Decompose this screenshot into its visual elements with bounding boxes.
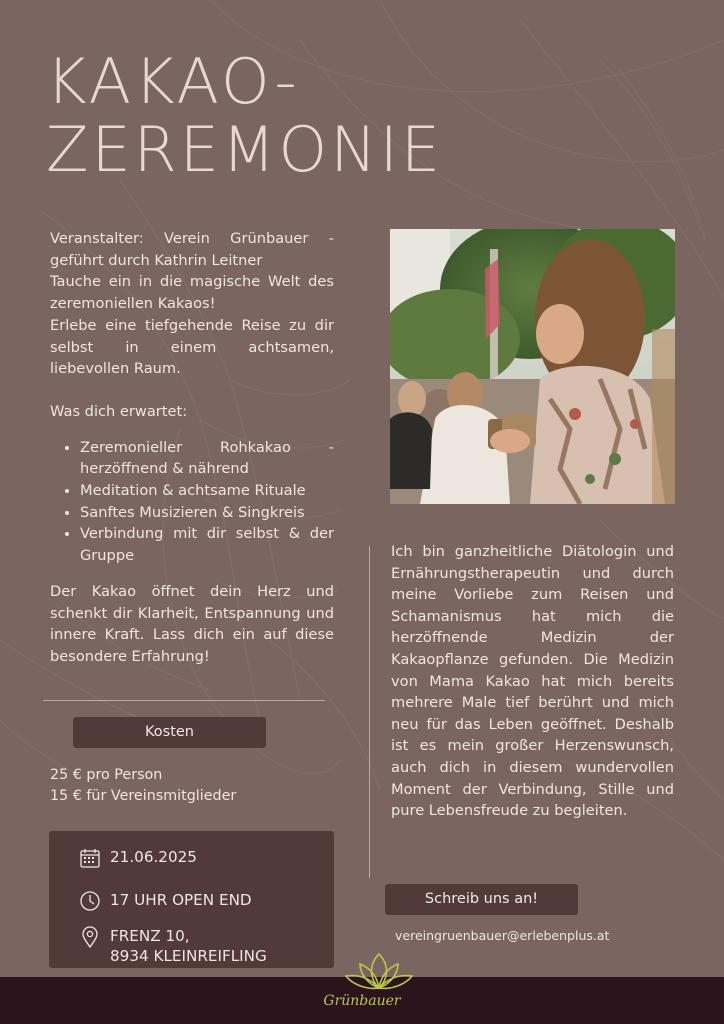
clock-icon — [79, 890, 101, 912]
list-item: • Zeremonieller Rohkakao - herzöffnend & nährend — [80, 437, 334, 480]
expect-heading: Was dich erwartet: — [50, 402, 188, 420]
experience-text: Erlebe eine tiefgehende Reise zu dir selbst in einem achtsamen, liebevollen Raum. — [50, 316, 334, 378]
contact-email-link[interactable]: vereingruenbauer@erlebenplus.at — [395, 928, 610, 943]
event-address — [110, 926, 267, 966]
vertical-divider — [369, 546, 370, 878]
event-time-row — [79, 890, 252, 912]
price-per-person: 25 € pro Person — [50, 767, 163, 783]
address-line-2: 8934 KLEINREIFLING — [110, 947, 267, 965]
brand-logo-text: Grünbauer — [323, 993, 401, 1009]
organizer-text: Veranstalter: Verein Grünbauer - geführt durch Kathrin Leitner — [50, 230, 334, 269]
list-item: • Sanftes Musizieren & Singkreis — [80, 502, 334, 524]
horizontal-divider — [43, 700, 325, 701]
event-info-box — [49, 831, 334, 968]
contact-us-button[interactable]: Schreib uns an! — [385, 884, 578, 915]
intro-column — [50, 228, 334, 668]
ceremony-photo — [390, 229, 675, 504]
price-members: 15 € für Vereinsmitglieder — [50, 788, 237, 804]
prices — [50, 765, 236, 807]
calendar-icon — [79, 847, 101, 869]
event-date: 21.06.2025 — [110, 848, 197, 866]
page-title — [46, 45, 444, 186]
closing-text: Der Kakao öffnet dein Herz und schenkt dir Klarheit, Entspannung und innere Kraft. Lass dich ein auf diese besondere Erfahrung! — [50, 582, 334, 665]
address-line-1: FRENZ 10, — [110, 927, 190, 945]
event-date-row — [79, 847, 197, 869]
list-item: • Meditation & achtsame Rituale — [80, 480, 334, 502]
title-line-2: ZEREMONIE — [46, 113, 444, 186]
event-time: 17 UHR OPEN END — [110, 891, 252, 909]
location-pin-icon — [79, 926, 101, 948]
list-item: • Verbindung mit dir selbst & der Gruppe — [80, 523, 334, 566]
bio-text: Ich bin ganzheitliche Diätologin und Ernährungstherapeutin und durch meine Vorliebe zum Reisen und Schamanismus hat mich die herzöffnende Medizin der Kakaopflanze gefunden. Die Medizin von Mama Kakao hat mich bereits mehrere Male tief berührt und mich neu für das Leben geöffnet. Deshalb ist es mein großer Herzenswunsch, auch dich in diesem wundervollen Moment der Verbindung, Stille und pure Lebensfreude zu begleiten. — [391, 543, 674, 820]
invite-text: Tauche ein in die magische Welt des zeremoniellen Kakaos! — [50, 273, 334, 313]
costs-label-badge: Kosten — [73, 717, 266, 748]
event-address-row — [79, 926, 267, 966]
expectation-list — [50, 437, 334, 567]
title-line-1: KAKAO- — [46, 45, 300, 118]
